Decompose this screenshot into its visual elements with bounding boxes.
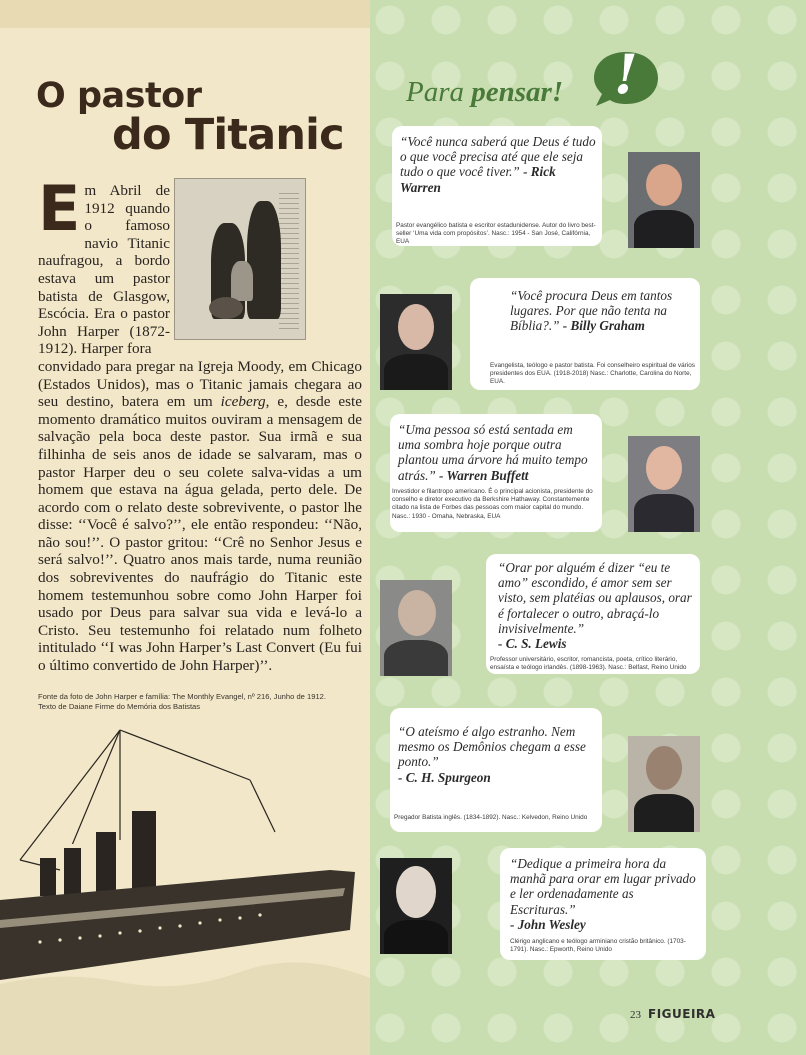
article-paragraph-narrow: m Abril de 1912 quando o famoso navio Titanic naufragou, a bordo estava um pastor batista de Glasgow, Escócia. Era o pastor John Harper (1872-1912). Harper fora [38, 182, 170, 358]
top-band [0, 0, 370, 28]
heading-prefix: Para [406, 76, 472, 108]
page-number: 23 [630, 1009, 641, 1021]
quote-john-wesley [510, 856, 700, 932]
text-credit: Texto de Daiane Firme do Memória dos Batistas [38, 702, 201, 711]
bio-warren-buffett: Investidor e filantropo americano. É o principal acionista, presidente do conselho e diretor executivo da Berkshire Hathaway. Constantemente citado na lista de Forbes das pessoas com maior capital do mundo. Nasc.: 1930 - Omaha, Nebraska, EUA [392, 488, 593, 520]
quote-text: “O ateísmo é algo estranho. Nem mesmo os Demônios chegam a esse ponto.” [398, 724, 586, 770]
article-paragraph-part1: convidado para pregar na Igreja Moody, em Chicago (Estados Unidos), mas o Titanic jamais chegara ao seu destino, batera em um [38, 357, 362, 411]
portrait-spurgeon [628, 736, 700, 832]
photo-credit: Fonte da foto de John Harper e família: The Monthly Evangel, nº 216, Junho de 1912. [38, 692, 327, 701]
quote-author: - C. H. Spurgeon [398, 769, 491, 785]
quote-author: - John Wesley [510, 916, 586, 932]
quote-text: “Dedique a primeira hora da manhã para orar em lugar privado e ler ordenadamente as Escrituras.” [510, 856, 696, 917]
magazine-logo: FIGUEIRA [648, 1007, 716, 1021]
article-body [38, 172, 363, 675]
article-paragraph [38, 358, 362, 675]
quote-author: - C. S. Lewis [498, 636, 567, 652]
quote-author: - Rick Warren [400, 164, 556, 195]
bio-spurgeon: Pregador Batista inglês. (1834-1892). Nasc.: Kelvedon, Reino Unido [394, 814, 588, 821]
portrait-warren-buffett [628, 436, 700, 532]
iceberg-term: iceberg [220, 393, 266, 411]
portrait-john-wesley [380, 858, 452, 954]
portrait-billy-graham [380, 294, 452, 390]
bio-billy-graham: Evangelista, teólogo e pastor batista. Foi conselheiro espiritual de vários presidentes dos EUA. (1918-2018) Nasc.: Charlotte, Carolina do Norte, EUA. [490, 362, 695, 386]
portrait-cs-lewis [380, 580, 452, 676]
exclamation-mark: ! [614, 42, 638, 106]
portrait-rick-warren [628, 152, 700, 248]
quote-author: - Billy Graham [559, 318, 645, 334]
quote-text: “Você procura Deus em tantos lugares. Por que não tenta na Bíblia?.” [510, 288, 673, 334]
quote-cs-lewis [498, 560, 694, 651]
drop-cap: E [38, 172, 81, 245]
article-credits [38, 692, 358, 712]
quote-spurgeon [398, 724, 594, 785]
exclamation-bubble-icon [592, 42, 660, 108]
quote-text: “Orar por alguém é dizer “eu te amo” escondido, é amor sem ser visto, sem platéias ou aplausos, orar é fortalecer o outro, abraçá-lo invisivelmente.” [498, 560, 692, 636]
titanic-illustration [0, 720, 370, 1055]
article-paragraph-part2: , e, desde este momento dramático muitos ouviram a mensagem de salvação pela boca deste pastor. Sua irmã e sua filhinha de seis anos de idade se salvaram, mas o pastor Harper deu o seu colete salva-vidas a um homem que estava na água gelada, perto dele. De acordo com o relato deste sobrevivente, o pastor lhe disse: ‘‘Você é salvo?’’, ele então respondeu: ‘‘Não, não sou!’’. O pastor gritou: ‘‘Crê no Senhor Jesus e será salvo!’’. Quatro anos mais tarde, numa reunião dos sobreviventes do naufrágio do Titanic este homem testemunhou sobre como John Harper foi usado por Deus para salvar sua vida e levá-lo a Cristo. Seu testemunho foi relatado num folheto intitulado ‘‘I was John Harper’s Last Convert (Eu fui o último convertido de John Harper)’’. [38, 393, 363, 675]
quote-warren-buffett [398, 422, 594, 483]
quote-rick-warren [400, 134, 596, 195]
quote-text: “Uma pessoa só está sentada em uma sombra hoje porque outra plantou uma árvore há muito tempo atrás.” [398, 422, 588, 483]
article-title-line2: do Titanic [112, 110, 344, 160]
article-title-line1: O pastor [36, 76, 202, 116]
section-heading [406, 76, 563, 109]
heading-bold: pensar! [471, 76, 564, 108]
quote-billy-graham [510, 288, 690, 334]
quote-text: “Você nunca saberá que Deus é tudo o que você precisa até que ele seja tudo o que você tiver.” [400, 134, 596, 180]
bio-cs-lewis: Professor universitário, escritor, romancista, poeta, crítico literário, ensaísta e teólogo irlandês. (1898-1963). Nasc.: Belfast, Reino Unido [490, 656, 687, 672]
quote-author: - Warren Buffett [435, 467, 529, 483]
bio-rick-warren: Pastor evangélico batista e escritor estadunidense. Autor do livro best-seller ‘Uma vida com propósitos’. Nasc.: 1954 - San José, Califórnia, EUA [396, 222, 596, 246]
bio-john-wesley: Clérigo anglicano e teólogo arminiano cristão britânico. (1703-1791). Nasc.: Epworth, Reino Unido [510, 938, 686, 954]
